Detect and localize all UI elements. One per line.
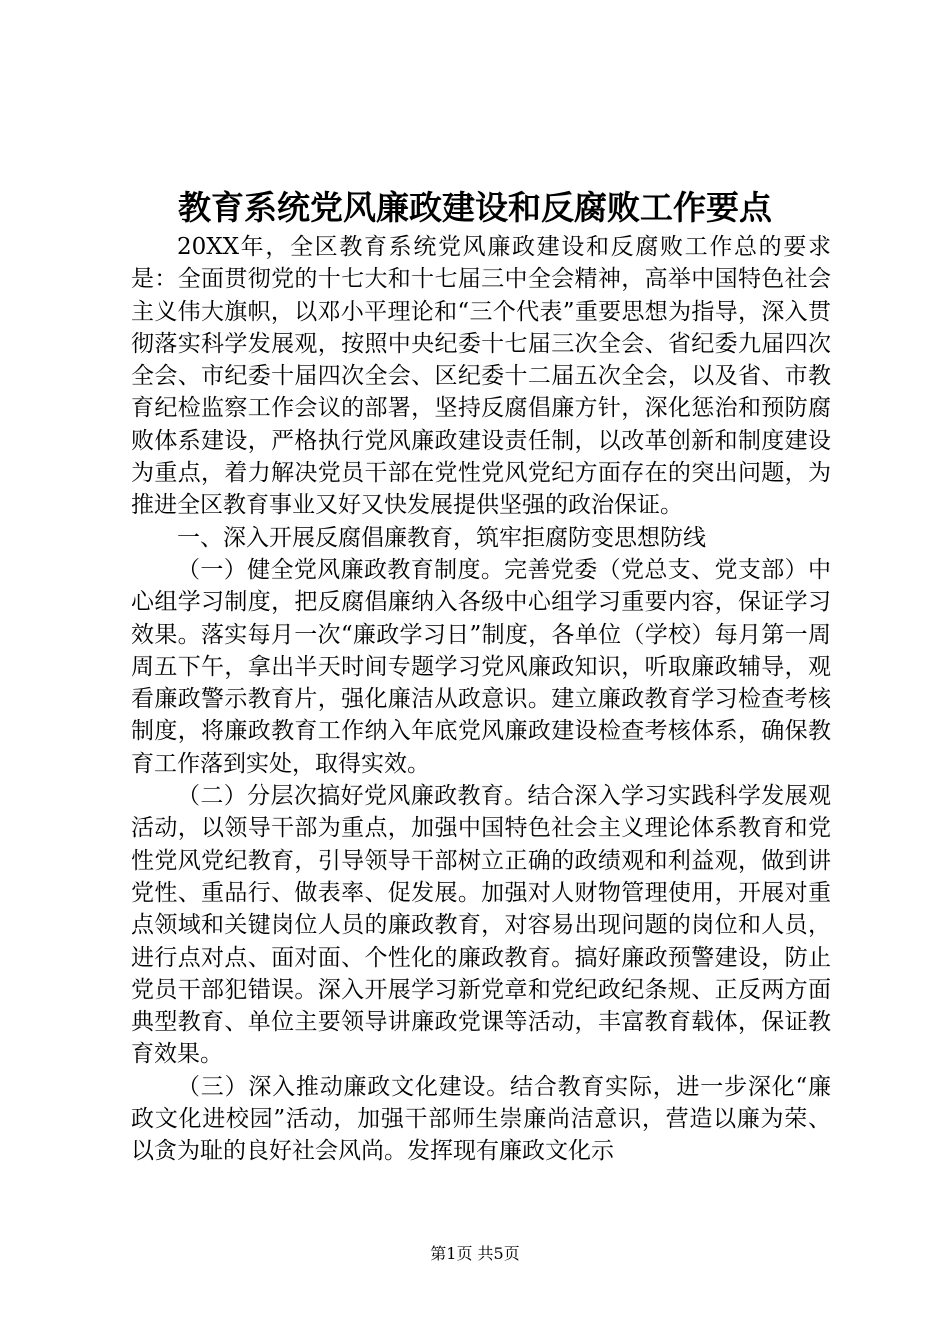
paragraph-item-3: （三）深入推动廉政文化建设。结合教育实际，进一步深化“廉政文化进校园”活动，加强干部师生崇廉尚洁意识，营造以廉为荣、以贪为耻的良好社会风尚。发挥现有廉政文化示 [131, 1073, 831, 1165]
paragraph-item-1: （一）健全党风廉政教育制度。完善党委（党总支、党支部）中心组学习制度，把反腐倡廉纳入各级中心组学习重要内容，保证学习效果。落实每月一次“廉政学习日”制度，各单位（学校）每月第一周周五下午，拿出半天时间专题学习党风廉政知识，听取廉政辅导，观看廉政警示教育片，强化廉洁从政意识。建立廉政教育学习检查考核制度，将廉政教育工作纳入年底党风廉政建设检查考核体系，确保教育工作落到实处，取得实效。 [131, 556, 831, 777]
section-heading-1: 一、深入开展反腐倡廉教育，筑牢拒腐防变思想防线 [177, 524, 706, 551]
document-title: 教育系统党风廉政建设和反腐败工作要点 [178, 188, 772, 227]
paragraph-intro: 20XX年，全区教育系统党风廉政建设和反腐败工作总的要求是：全面贯彻党的十七大和十七届三中全会精神，高举中国特色社会主义伟大旗帜，以邓小平理论和“三个代表”重要思想为指导，深入贯彻落实科学发展观，按照中央纪委十七届三次全会、省纪委九届四次全会、市纪委十届四次全会、区纪委十二届五次全会，以及省、市教育纪检监察工作会议的部署，坚持反腐倡廉方针，深化惩治和预防腐败体系建设，严格执行党风廉政建设责任制，以改革创新和制度建设为重点，着力解决党员干部在党性党风党纪方面存在的突出问题，为推进全区教育事业又好又快发展提供坚强的政治保证。 [131, 234, 831, 519]
document-body [131, 231, 831, 1168]
page-number-footer: 第1页 共5页 [430, 1244, 520, 1263]
paragraph-item-2: （二）分层次搞好党风廉政教育。结合深入学习实践科学发展观活动，以领导干部为重点，加强中国特色社会主义理论体系教育和党性党风党纪教育，引导领导干部树立正确的政绩观和利益观，做到讲党性、重品行、做表率、促发展。加强对人财物管理使用，开展对重点领域和关键岗位人员的廉政教育，对容易出现问题的岗位和人员，进行点对点、面对面、个性化的廉政教育。搞好廉政预警建设，防止党员干部犯错误。深入开展学习新党章和党纪政纪条规、正反两方面典型教育、单位主要领导讲廉政党课等活动，丰富教育载体，保证教育效果。 [131, 783, 831, 1068]
